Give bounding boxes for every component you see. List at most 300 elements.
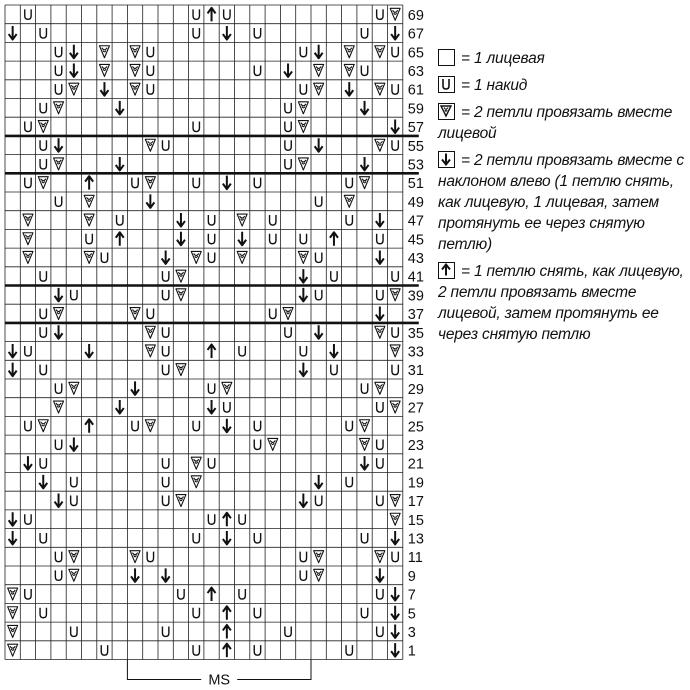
yarn-over-icon: [71, 496, 77, 506]
double-decrease-icon: [208, 8, 216, 22]
legend-text-yarn-over: = 1 накид: [461, 77, 528, 94]
yarn-over-icon: [55, 84, 61, 94]
yarn-over-icon: [193, 178, 199, 188]
double-decrease-icon: [116, 232, 124, 246]
yarn-over-icon: [147, 47, 153, 57]
left-decrease-symbol-icon: [438, 151, 455, 168]
yarn-over-icon: [224, 9, 230, 19]
yarn-over-icon: [300, 552, 306, 562]
yarn-over-icon: [193, 9, 199, 19]
yarn-over-icon: [239, 514, 245, 524]
k2tog-icon: [38, 121, 48, 133]
yarn-over-icon: [132, 178, 138, 188]
yarn-over-icon: [208, 514, 214, 524]
left-decrease-icon: [299, 288, 307, 302]
k2tog-icon: [314, 64, 324, 76]
left-decrease-icon: [116, 400, 124, 414]
k2tog-icon: [84, 251, 94, 263]
left-decrease-icon: [55, 325, 63, 339]
left-decrease-icon: [315, 325, 323, 339]
k2tog-icon: [344, 195, 354, 207]
double-decrease-icon: [85, 419, 93, 433]
row-number-label: 43: [407, 250, 424, 267]
k2tog-icon: [191, 457, 201, 469]
row-number-label: 17: [407, 494, 424, 511]
yarn-over-icon: [40, 533, 46, 543]
yarn-over-icon: [162, 496, 168, 506]
k2tog-icon: [314, 551, 324, 563]
left-decrease-icon: [391, 531, 399, 545]
yarn-over-icon: [71, 290, 77, 300]
k2tog-icon: [222, 382, 232, 394]
left-decrease-icon: [131, 568, 139, 582]
yarn-over-icon: [315, 252, 321, 262]
left-decrease-icon: [39, 475, 47, 489]
yarn-over-icon: [25, 421, 31, 431]
yarn-over-icon: [55, 439, 61, 449]
left-decrease-icon: [177, 213, 185, 227]
yarn-over-icon: [300, 234, 306, 244]
k2tog-icon: [145, 345, 155, 357]
left-decrease-icon: [55, 288, 63, 302]
legend-text-k2tog: = 2 петли провязать вместе лицевой: [438, 104, 673, 142]
yarn-over-icon: [346, 178, 352, 188]
yarn-over-icon: [270, 309, 276, 319]
row-number-label: 9: [407, 568, 416, 585]
k2tog-icon: [38, 420, 48, 432]
row-number-label: 3: [407, 624, 416, 641]
k2tog-icon: [375, 83, 385, 95]
k2tog-icon: [390, 345, 400, 357]
left-decrease-icon: [162, 568, 170, 582]
row-number-label: 29: [407, 381, 424, 398]
yarn-over-icon: [101, 252, 107, 262]
left-decrease-icon: [177, 232, 185, 246]
knit-symbol-icon: [438, 49, 455, 66]
yarn-over-icon: [193, 533, 199, 543]
k2tog-icon: [8, 644, 18, 656]
k2tog-icon: [390, 513, 400, 525]
yarn-over-icon: [377, 9, 383, 19]
row-number-label: 41: [407, 269, 424, 286]
k2tog-icon: [237, 251, 247, 263]
legend-item-yarn-over: [438, 75, 688, 96]
yarn-over-icon: [162, 458, 168, 468]
k2tog-icon: [314, 83, 324, 95]
k2tog-icon: [176, 495, 186, 507]
left-decrease-icon: [391, 587, 399, 601]
row-number-label: 5: [407, 606, 416, 623]
k2tog-icon: [84, 195, 94, 207]
yarn-over-icon: [377, 234, 383, 244]
yarn-over-icon: [392, 327, 398, 337]
yarn-over-icon: [254, 178, 260, 188]
yarn-over-icon: [208, 458, 214, 468]
yarn-over-icon: [162, 290, 168, 300]
k2tog-icon: [23, 233, 33, 245]
yarn-over-icon: [193, 608, 199, 618]
yarn-over-icon: [55, 570, 61, 580]
left-decrease-icon: [345, 82, 353, 96]
left-decrease-icon: [85, 344, 93, 358]
yarn-over-icon: [392, 271, 398, 281]
yarn-over-icon: [71, 626, 77, 636]
yarn-over-icon: [315, 496, 321, 506]
row-number-label: 15: [407, 512, 424, 529]
left-decrease-icon: [70, 437, 78, 451]
k2tog-icon: [130, 46, 140, 58]
k2tog-icon: [176, 289, 186, 301]
double-decrease-icon: [223, 644, 231, 658]
legend-text-left-decrease: = 2 петли провязать вместе с наклоном влево (1 петлю снять, как лицевую, 1 лицевая, затем протянуть ее через снятую петлю): [438, 152, 684, 253]
row-number-label: 19: [407, 475, 424, 492]
k2tog-icon: [130, 64, 140, 76]
yarn-over-icon: [147, 309, 153, 319]
k2tog-icon: [390, 289, 400, 301]
yarn-over-icon: [208, 234, 214, 244]
left-decrease-icon: [391, 606, 399, 620]
left-decrease-icon: [146, 194, 154, 208]
k2tog-icon: [191, 476, 201, 488]
yarn-over-icon: [315, 196, 321, 206]
yarn-over-icon: [270, 215, 276, 225]
yarn-over-icon: [254, 65, 260, 75]
yarn-over-icon: [40, 271, 46, 281]
yarn-over-icon: [147, 65, 153, 75]
k2tog-icon: [298, 102, 308, 114]
yarn-over-icon: [55, 47, 61, 57]
k2tog-icon: [360, 420, 370, 432]
legend-item-knit: [438, 48, 688, 69]
yarn-over-icon: [361, 28, 367, 38]
k2tog-icon: [375, 46, 385, 58]
left-decrease-icon: [299, 269, 307, 283]
yarn-over-icon: [254, 533, 260, 543]
k2tog-icon: [176, 364, 186, 376]
yarn-over-icon: [392, 365, 398, 375]
yarn-over-icon: [254, 421, 260, 431]
k2tog-icon: [176, 270, 186, 282]
yarn-over-icon: [208, 383, 214, 393]
left-decrease-icon: [116, 157, 124, 171]
k2tog-icon: [145, 177, 155, 189]
left-decrease-icon: [391, 120, 399, 134]
k2tog-icon: [344, 64, 354, 76]
yarn-over-icon: [300, 84, 306, 94]
yarn-over-icon: [346, 645, 352, 655]
yarn-over-icon: [300, 47, 306, 57]
left-decrease-icon: [223, 176, 231, 190]
k2tog-icon: [283, 308, 293, 320]
yarn-over-icon: [331, 365, 337, 375]
yarn-over-icon: [285, 122, 291, 132]
row-number-label: 11: [407, 550, 423, 567]
double-decrease-icon: [223, 513, 231, 527]
yarn-over-icon: [285, 159, 291, 169]
double-decrease-icon: [208, 588, 216, 602]
yarn-over-icon: [300, 570, 306, 580]
k2tog-icon: [54, 308, 64, 320]
yarn-over-icon: [40, 28, 46, 38]
k2tog-icon: [99, 46, 109, 58]
left-decrease-icon: [9, 344, 17, 358]
left-decrease-icon: [55, 494, 63, 508]
yarn-over-icon: [285, 140, 291, 150]
yarn-over-icon: [285, 103, 291, 113]
yarn-over-icon: [346, 421, 352, 431]
row-number-label: 65: [407, 45, 424, 62]
left-decrease-icon: [55, 138, 63, 152]
k2tog-icon: [99, 64, 109, 76]
left-decrease-icon: [391, 643, 399, 657]
left-decrease-icon: [284, 63, 292, 76]
k2tog-icon: [8, 607, 18, 619]
yarn-over-icon: [40, 458, 46, 468]
left-decrease-icon: [208, 400, 216, 414]
yarn-over-icon: [193, 122, 199, 132]
row-number-label: 61: [407, 82, 424, 99]
yarn-over-icon: [315, 290, 321, 300]
yarn-over-icon: [392, 47, 398, 57]
row-number-label: 53: [407, 157, 424, 174]
row-number-label: 55: [407, 138, 424, 155]
yarn-over-icon: [377, 626, 383, 636]
row-number-label: 21: [407, 456, 424, 473]
yarn-over-icon: [392, 552, 398, 562]
yarn-over-icon: [208, 252, 214, 262]
yarn-over-icon: [40, 608, 46, 618]
yarn-over-icon: [25, 589, 31, 599]
k2tog-icon: [344, 46, 354, 58]
yarn-over-icon: [361, 383, 367, 393]
k2tog-icon: [375, 326, 385, 338]
left-decrease-icon: [299, 363, 307, 377]
yarn-over-icon: [193, 421, 199, 431]
k2tog-icon: [145, 420, 155, 432]
yarn-over-icon: [55, 196, 61, 206]
k2tog-icon: [268, 438, 278, 450]
left-decrease-icon: [361, 157, 369, 171]
yarn-over-icon: [162, 271, 168, 281]
k2tog-icon: [390, 495, 400, 507]
left-decrease-icon: [391, 624, 399, 638]
yarn-over-icon: [162, 365, 168, 375]
yarn-over-icon: [25, 178, 31, 188]
yarn-over-icon: [270, 234, 276, 244]
k2tog-icon: [390, 401, 400, 413]
yarn-over-icon: [254, 608, 260, 618]
left-decrease-icon: [391, 26, 399, 40]
left-decrease-icon: [376, 307, 384, 321]
row-number-label: 33: [407, 344, 424, 361]
yarn-over-icon: [285, 626, 291, 636]
yarn-over-icon: [361, 608, 367, 618]
yarn-over-icon: [346, 477, 352, 487]
yarn-over-icon: [147, 552, 153, 562]
left-decrease-icon: [315, 138, 323, 152]
yarn-over-icon: [162, 477, 168, 487]
yarn-over-icon: [162, 327, 168, 337]
legend-text-double-decrease: = 1 петлю снять, как лицевую, 2 петли провязать вместе лицевой, затем протянуть ее через снятую петлю: [438, 263, 684, 343]
left-decrease-icon: [9, 531, 17, 545]
row-number-label: 23: [407, 437, 424, 454]
yarn-over-symbol-icon: [438, 76, 455, 93]
yarn-over-icon: [40, 159, 46, 169]
left-decrease-icon: [223, 26, 231, 40]
yarn-over-icon: [224, 402, 230, 412]
row-number-label: 45: [407, 232, 424, 249]
row-number-label: 25: [407, 419, 424, 436]
left-decrease-icon: [223, 419, 231, 433]
row-number-label: 51: [407, 176, 424, 193]
yarn-over-icon: [40, 327, 46, 337]
yarn-over-icon: [40, 365, 46, 375]
row-number-label: 13: [407, 531, 424, 548]
yarn-over-icon: [377, 458, 383, 468]
yarn-over-icon: [25, 9, 31, 19]
k2tog-icon: [360, 438, 370, 450]
double-decrease-symbol-icon: [438, 262, 455, 279]
k2tog-icon: [191, 251, 201, 263]
yarn-over-icon: [117, 215, 123, 225]
row-number-label: 67: [407, 26, 424, 43]
yarn-over-icon: [193, 645, 199, 655]
k2tog-icon: [54, 401, 64, 413]
row-number-label: 39: [407, 288, 424, 305]
legend-item-double-decrease: [438, 261, 688, 345]
yarn-over-icon: [178, 589, 184, 599]
k2tog-icon: [8, 625, 18, 637]
left-decrease-icon: [315, 475, 323, 489]
yarn-over-icon: [55, 383, 61, 393]
yarn-over-icon: [392, 140, 398, 150]
left-decrease-icon: [330, 344, 338, 358]
yarn-over-icon: [25, 514, 31, 524]
left-decrease-icon: [315, 45, 323, 59]
k2tog-icon: [130, 83, 140, 95]
left-decrease-icon: [361, 101, 369, 115]
legend-item-k2tog: [438, 102, 688, 144]
left-decrease-icon: [376, 250, 384, 264]
k2tog-icon: [360, 177, 370, 189]
row-number-label: 63: [407, 63, 424, 80]
yarn-over-icon: [162, 346, 168, 356]
yarn-over-icon: [300, 346, 306, 356]
k2tog-icon: [298, 121, 308, 133]
double-decrease-icon: [208, 344, 216, 358]
yarn-over-icon: [40, 103, 46, 113]
row-number-label: 7: [407, 587, 416, 604]
left-decrease-icon: [9, 363, 17, 377]
double-decrease-icon: [223, 625, 231, 639]
left-decrease-icon: [376, 568, 384, 582]
k2tog-icon: [130, 551, 140, 563]
left-decrease-icon: [9, 26, 17, 40]
yarn-over-icon: [239, 346, 245, 356]
row-number-label: 69: [407, 7, 424, 24]
yarn-over-icon: [254, 439, 260, 449]
k2tog-icon: [298, 251, 308, 263]
row-number-label: 49: [407, 194, 424, 211]
row-number-label: 31: [407, 363, 424, 380]
yarn-over-icon: [71, 477, 77, 487]
left-decrease-icon: [238, 232, 246, 246]
yarn-over-icon: [377, 589, 383, 599]
yarn-over-icon: [193, 28, 199, 38]
k2tog-icon: [38, 177, 48, 189]
legend-text-knit: = 1 лицевая: [461, 50, 545, 67]
repeat-label-ms: MS: [208, 672, 231, 689]
yarn-over-icon: [101, 645, 107, 655]
yarn-over-icon: [361, 65, 367, 75]
yarn-over-icon: [377, 496, 383, 506]
double-decrease-icon: [85, 176, 93, 190]
k2tog-icon: [298, 158, 308, 170]
yarn-over-icon: [254, 28, 260, 38]
left-decrease-icon: [24, 456, 32, 470]
left-decrease-icon: [376, 213, 384, 227]
k2tog-icon: [54, 102, 64, 114]
double-decrease-icon: [330, 232, 338, 246]
row-number-label: 35: [407, 325, 424, 342]
left-decrease-icon: [361, 456, 369, 470]
yarn-over-icon: [132, 421, 138, 431]
k2tog-icon: [69, 382, 79, 394]
yarn-over-icon: [239, 589, 245, 599]
left-decrease-icon: [100, 82, 108, 96]
left-decrease-icon: [70, 63, 78, 76]
left-decrease-icon: [223, 531, 231, 545]
yarn-over-icon: [377, 439, 383, 449]
k2tog-icon: [314, 569, 324, 581]
k2tog-icon: [130, 308, 140, 320]
yarn-over-icon: [361, 533, 367, 543]
k2tog-icon: [69, 551, 79, 563]
k2tog-icon: [23, 251, 33, 263]
yarn-over-icon: [40, 140, 46, 150]
left-decrease-icon: [9, 512, 17, 526]
left-decrease-icon: [70, 45, 78, 59]
yarn-over-icon: [40, 309, 46, 319]
yarn-over-icon: [86, 234, 92, 244]
yarn-over-icon: [25, 346, 31, 356]
row-number-label: 37: [407, 307, 424, 324]
yarn-over-icon: [377, 290, 383, 300]
k2tog-icon: [54, 158, 64, 170]
yarn-over-icon: [25, 122, 31, 132]
k2tog-icon: [84, 214, 94, 226]
k2tog-icon: [375, 551, 385, 563]
row-number-label: 27: [407, 400, 424, 417]
k2tog-icon: [23, 214, 33, 226]
yarn-over-icon: [208, 215, 214, 225]
row-number-label: 1: [407, 643, 416, 660]
left-decrease-icon: [116, 101, 124, 115]
yarn-over-icon: [162, 626, 168, 636]
yarn-over-icon: [392, 84, 398, 94]
k2tog-icon: [69, 569, 79, 581]
yarn-over-icon: [346, 215, 352, 225]
legend: [438, 48, 688, 351]
row-number-label: 57: [407, 120, 424, 137]
k2tog-symbol-icon: [438, 103, 455, 120]
k2tog-icon: [8, 588, 18, 600]
yarn-over-icon: [147, 84, 153, 94]
yarn-over-icon: [377, 402, 383, 412]
k2tog-icon: [237, 214, 247, 226]
yarn-over-icon: [162, 140, 168, 150]
yarn-over-icon: [285, 327, 291, 337]
